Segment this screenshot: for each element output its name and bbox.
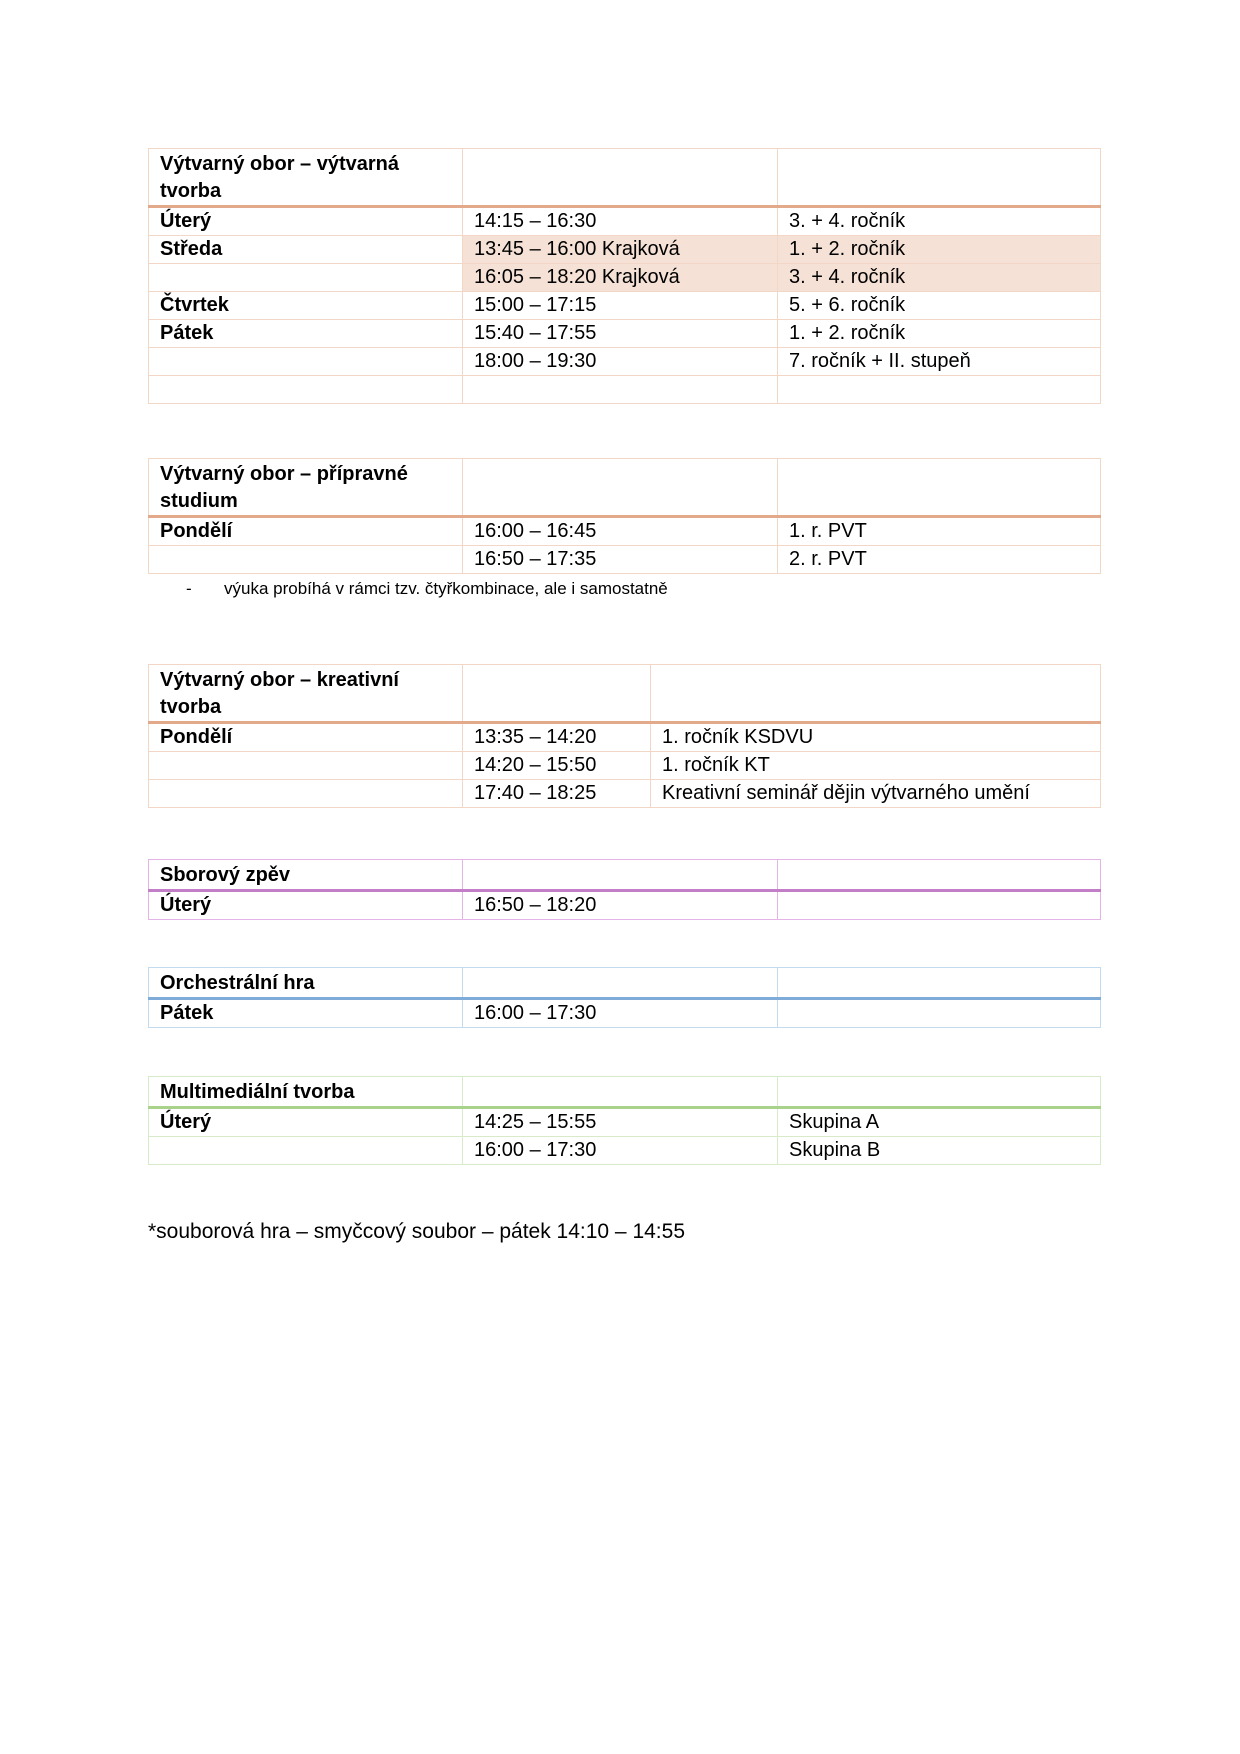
schedule-table-orchestralni-hra — [148, 967, 1101, 1028]
group-cell: 1. r. PVT — [778, 517, 1101, 546]
time-cell: 15:00 – 17:15 — [463, 292, 778, 320]
time-cell: 14:20 – 15:50 — [463, 752, 651, 780]
table-row — [149, 723, 1101, 752]
footnote: *souborová hra – smyčcový soubor – pátek 14:10 – 14:55 — [148, 1220, 685, 1243]
time-cell: 14:25 – 15:55 — [463, 1108, 778, 1137]
day-cell: Úterý — [149, 891, 463, 920]
schedule-table-pripravne-studium — [148, 458, 1101, 574]
time-cell: 16:00 – 17:30 — [463, 1137, 778, 1165]
day-cell: Pondělí — [149, 517, 463, 546]
time-cell — [463, 376, 778, 404]
time-cell: 16:00 – 16:45 — [463, 517, 778, 546]
header-cell — [463, 665, 651, 723]
time-cell: 16:50 – 17:35 — [463, 546, 778, 574]
header-cell — [463, 459, 778, 517]
table-row — [149, 546, 1101, 574]
time-cell: 16:00 – 17:30 — [463, 999, 778, 1028]
table-header-row — [149, 149, 1101, 207]
group-cell: 3. + 4. ročník — [778, 264, 1101, 292]
schedule-table-multimedialni-tvorba — [148, 1076, 1101, 1165]
time-cell: 13:35 – 14:20 — [463, 723, 651, 752]
table-row — [149, 348, 1101, 376]
bullet-note — [186, 578, 668, 600]
day-cell: Pondělí — [149, 723, 463, 752]
group-cell: Skupina B — [778, 1137, 1101, 1165]
day-cell: Čtvrtek — [149, 292, 463, 320]
schedule-table-kreativni-tvorba — [148, 664, 1101, 808]
header-cell — [778, 860, 1101, 891]
header-cell — [778, 1077, 1101, 1108]
table-row — [149, 1137, 1101, 1165]
table-row — [149, 891, 1101, 920]
table-header-row — [149, 459, 1101, 517]
table-header-row — [149, 860, 1101, 891]
table-title: Výtvarný obor – výtvarná tvorba — [149, 149, 463, 207]
time-cell: 17:40 – 18:25 — [463, 780, 651, 808]
table-row — [149, 236, 1101, 264]
table-title: Výtvarný obor – kreativní tvorba — [149, 665, 463, 723]
header-cell — [463, 1077, 778, 1108]
time-cell: 18:00 – 19:30 — [463, 348, 778, 376]
table-header-row — [149, 1077, 1101, 1108]
header-cell — [778, 459, 1101, 517]
day-cell — [149, 1137, 463, 1165]
group-cell: 5. + 6. ročník — [778, 292, 1101, 320]
header-cell — [463, 968, 778, 999]
table-row — [149, 1108, 1101, 1137]
table-title: Multimediální tvorba — [149, 1077, 463, 1108]
table-row — [149, 264, 1101, 292]
table-row — [149, 517, 1101, 546]
time-cell: 16:05 – 18:20 Krajková — [463, 264, 778, 292]
table-header-row — [149, 665, 1101, 723]
bullet-dash: - — [186, 579, 192, 598]
header-cell — [778, 968, 1101, 999]
header-cell — [651, 665, 1101, 723]
header-cell — [778, 149, 1101, 207]
time-cell: 14:15 – 16:30 — [463, 207, 778, 236]
group-cell: Skupina A — [778, 1108, 1101, 1137]
group-cell: 2. r. PVT — [778, 546, 1101, 574]
group-cell: 1. + 2. ročník — [778, 320, 1101, 348]
schedule-table-sborovy-zpev — [148, 859, 1101, 920]
group-cell — [778, 891, 1101, 920]
day-cell — [149, 264, 463, 292]
table-row — [149, 376, 1101, 404]
day-cell — [149, 546, 463, 574]
day-cell: Pátek — [149, 320, 463, 348]
group-cell: 3. + 4. ročník — [778, 207, 1101, 236]
table-row — [149, 320, 1101, 348]
day-cell: Úterý — [149, 1108, 463, 1137]
group-cell: 7. ročník + II. stupeň — [778, 348, 1101, 376]
schedule-table-vytvarna-tvorba — [148, 148, 1101, 404]
day-cell: Středa — [149, 236, 463, 264]
note-text: výuka probíhá v rámci tzv. čtyřkombinace, ale i samostatně — [224, 579, 668, 598]
table-title: Výtvarný obor – přípravné studium — [149, 459, 463, 517]
day-cell — [149, 780, 463, 808]
day-cell — [149, 376, 463, 404]
table-row — [149, 752, 1101, 780]
table-row — [149, 780, 1101, 808]
day-cell — [149, 752, 463, 780]
table-header-row — [149, 968, 1101, 999]
table-title: Orchestrální hra — [149, 968, 463, 999]
group-cell: 1. ročník KT — [651, 752, 1101, 780]
header-cell — [463, 860, 778, 891]
table-title: Sborový zpěv — [149, 860, 463, 891]
table-row — [149, 292, 1101, 320]
header-cell — [463, 149, 778, 207]
group-cell: 1. ročník KSDVU — [651, 723, 1101, 752]
table-row — [149, 207, 1101, 236]
group-cell — [778, 376, 1101, 404]
day-cell — [149, 348, 463, 376]
time-cell: 15:40 – 17:55 — [463, 320, 778, 348]
time-cell: 13:45 – 16:00 Krajková — [463, 236, 778, 264]
group-cell: 1. + 2. ročník — [778, 236, 1101, 264]
day-cell: Pátek — [149, 999, 463, 1028]
group-cell: Kreativní seminář dějin výtvarného umění — [651, 780, 1101, 808]
day-cell: Úterý — [149, 207, 463, 236]
time-cell: 16:50 – 18:20 — [463, 891, 778, 920]
group-cell — [778, 999, 1101, 1028]
table-row — [149, 999, 1101, 1028]
